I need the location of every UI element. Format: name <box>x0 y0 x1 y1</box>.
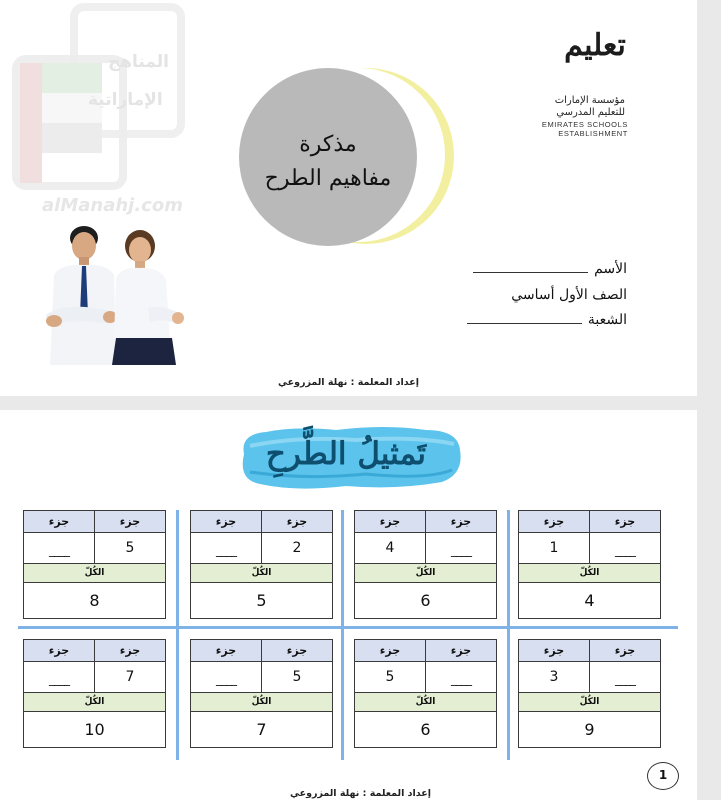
cover-title: مذكرة <box>299 132 357 157</box>
blank-cell[interactable]: ____ <box>24 662 95 693</box>
grade-field: الصف الأول أساسي <box>511 287 627 303</box>
divider-line <box>341 510 344 760</box>
name-blank[interactable] <box>473 272 588 273</box>
part-cell: 1 <box>519 533 590 564</box>
part-cell: 7 <box>95 662 166 693</box>
worksheet-title: تَمثيلُ الطَّرحِ <box>265 436 427 472</box>
whole-cell: 4 <box>519 583 661 619</box>
cover-footer: إعداد المعلمة : نهلة المزروعي <box>277 377 419 388</box>
logo-english: EMIRATES SCHOOLS ESTABLISHMENT <box>541 120 628 138</box>
watermark-site: alManahj.com <box>42 195 183 216</box>
students-illustration <box>36 220 186 365</box>
divider-line <box>176 510 179 760</box>
cover-subtitle: مفاهيم الطرح <box>264 166 392 191</box>
whole-cell: 8 <box>24 583 166 619</box>
section-blank[interactable] <box>467 323 582 324</box>
divider-line <box>18 626 678 629</box>
whole-cell: 10 <box>24 712 166 748</box>
divider-line <box>507 510 510 760</box>
part-cell: 5 <box>355 662 426 693</box>
name-field: الأسم <box>473 261 627 277</box>
whole-cell: 5 <box>191 583 333 619</box>
part-whole-table: جزء جزء 5 ____ الكُلّ 6 <box>354 639 497 748</box>
page-number: 1 <box>647 762 679 790</box>
title-circle <box>239 68 417 246</box>
part-whole-table: جزء جزء 4 ____ الكُلّ 6 <box>354 510 497 619</box>
part-cell: 5 <box>95 533 166 564</box>
logo-arabic: مؤسسة الإمارات للتعليم المدرسي <box>554 95 625 118</box>
blank-cell[interactable]: ____ <box>191 533 262 564</box>
part-cell: 5 <box>262 662 333 693</box>
cover-page <box>0 0 697 396</box>
watermark-flag <box>20 63 42 183</box>
whole-cell: 6 <box>355 583 497 619</box>
part-whole-table: جزء جزء ____ 2 الكُلّ 5 <box>190 510 333 619</box>
watermark-text: المناهج <box>108 52 169 72</box>
part-whole-table: جزء جزء 1 ____ الكُلّ 4 <box>518 510 661 619</box>
watermark-text: الإماراتية <box>88 90 163 110</box>
whole-cell: 6 <box>355 712 497 748</box>
watermark-flag <box>42 123 102 153</box>
blank-cell[interactable]: ____ <box>24 533 95 564</box>
blank-cell[interactable]: ____ <box>590 662 661 693</box>
part-whole-table: جزء جزء ____ 5 الكُلّ 7 <box>190 639 333 748</box>
part-cell: 3 <box>519 662 590 693</box>
part-whole-table: جزء جزء ____ 7 الكُلّ 10 <box>23 639 166 748</box>
part-whole-table: جزء جزء ____ 5 الكُلّ 8 <box>23 510 166 619</box>
whole-cell: 9 <box>519 712 661 748</box>
blank-cell[interactable]: ____ <box>426 662 497 693</box>
whole-cell: 7 <box>191 712 333 748</box>
part-whole-table: جزء جزء 3 ____ الكُلّ 9 <box>518 639 661 748</box>
part-cell: 2 <box>262 533 333 564</box>
watermark-flag <box>42 63 102 93</box>
logo-wordmark: تعليم <box>564 28 626 63</box>
section-field: الشعبة <box>467 312 627 328</box>
blank-cell[interactable]: ____ <box>426 533 497 564</box>
worksheet-footer: إعداد المعلمة : نهلة المزروعي <box>289 788 431 799</box>
blank-cell[interactable]: ____ <box>590 533 661 564</box>
blank-cell[interactable]: ____ <box>191 662 262 693</box>
part-cell: 4 <box>355 533 426 564</box>
worksheet-page <box>0 410 697 800</box>
